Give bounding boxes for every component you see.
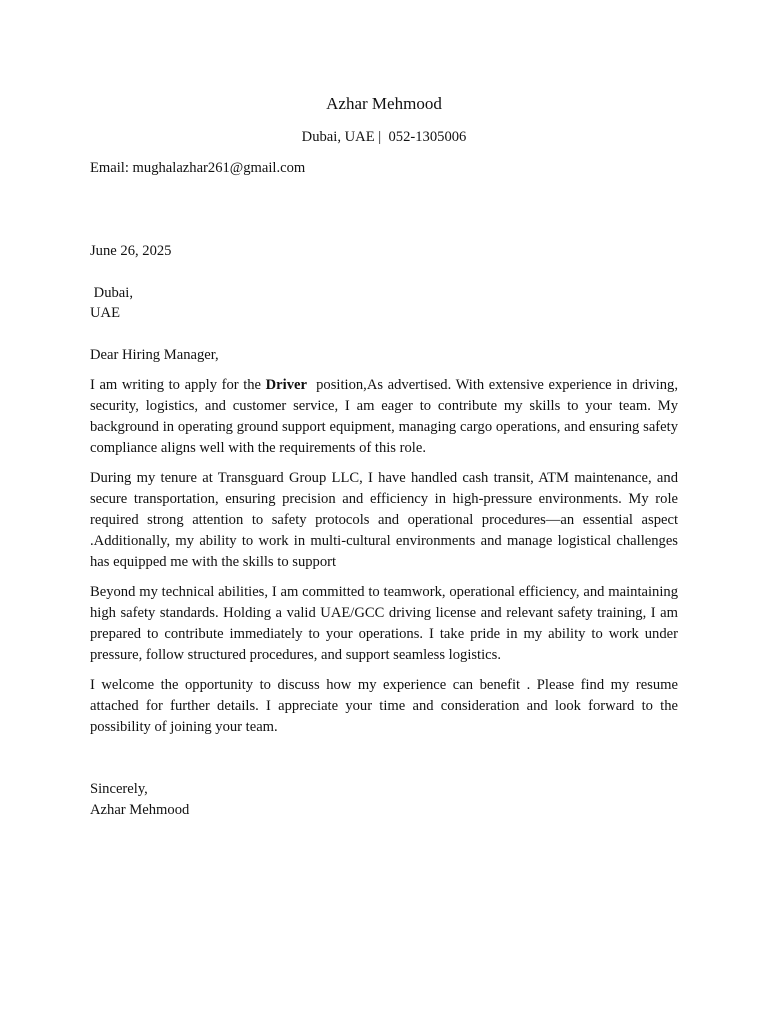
salutation: Dear Hiring Manager, (90, 347, 219, 363)
paragraph-skills: Beyond my technical abilities, I am committed to teamwork, operational efficiency, and maintaining high safety standards. Holding a valid UAE/GCC driving license and relevant safety training, I am prepared to contribute immediately to your operations. I take pride in my ability to work under pressure, follow structured procedures, and support seamless logistics. (90, 584, 678, 663)
paragraph-experience: During my tenure at Transguard Group LLC, I have handled cash transit, ATM maintenance, and secure transportation, ensuring precision and efficiency in high-pressure environments. My role required strong attention to safety protocols and operational procedures—an essential aspect .Additionally, my ability to work in multi-cultural environments and manage logistical challenges has equipped me with the skills to support (90, 470, 678, 570)
paragraph-intro (90, 375, 682, 459)
sender-email: Email: mughalazhar261@gmail.com (90, 160, 306, 176)
sender-location: Dubai, UAE (301, 129, 375, 145)
signature-name: Azhar Mehmood (90, 802, 190, 818)
letter-date: June 26, 2025 (90, 243, 172, 259)
sender-name: Azhar Mehmood (326, 94, 442, 113)
closing-phrase: Sincerely, (90, 781, 148, 797)
paragraph-closing: I welcome the opportunity to discuss how my experience can benefit . Please find my resume attached for further details. I appreciate your time and consideration and look forward to the possibility of joining your team. (90, 677, 678, 735)
position-title: Driver (265, 377, 307, 393)
intro-before: I am writing to apply for the (90, 377, 266, 393)
intro-after: position,As advertised. With extensive experience in driving, security, logistics, and customer service, I am eager to contribute my skills to your team. My background in operating ground support equipment, managing cargo operations, and ensuring safety compliance aligns well with the requirements of this role. (90, 377, 682, 456)
recipient-city: Dubai, (90, 285, 133, 301)
recipient-country: UAE (90, 305, 120, 321)
contact-separator: | (374, 129, 389, 145)
contact-line (0, 127, 768, 147)
sender-phone: 052-1305006 (388, 129, 467, 145)
